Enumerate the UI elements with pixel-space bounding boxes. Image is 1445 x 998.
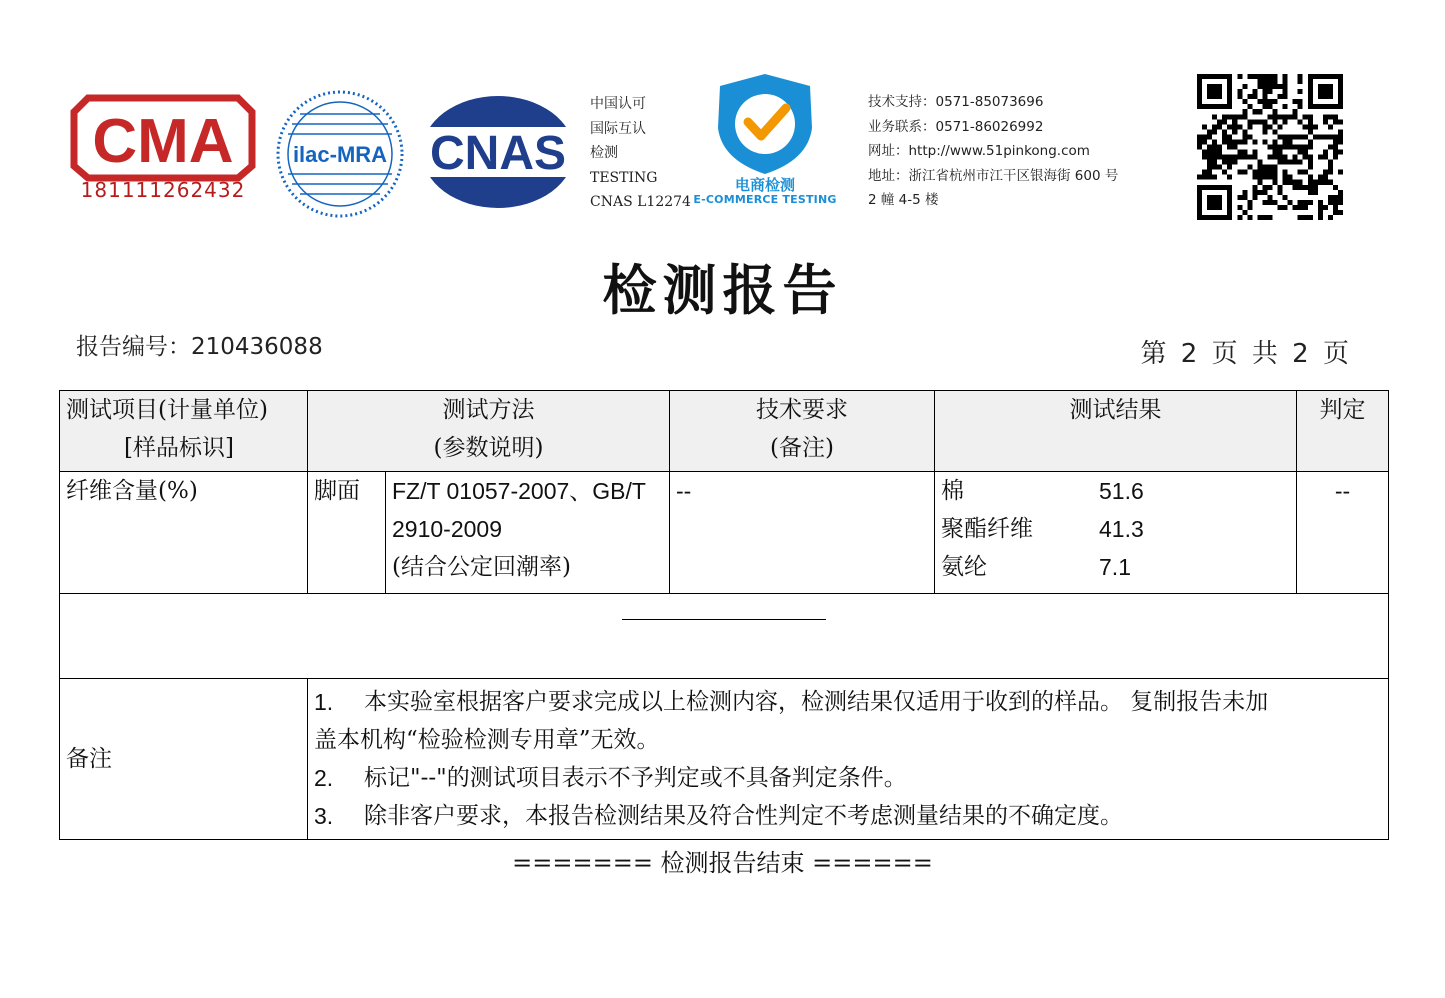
cnas-line: 国际互认: [590, 120, 646, 137]
report-number: 报告编号：210436088: [76, 334, 323, 360]
cnas-line: 检测: [590, 145, 618, 161]
result-entry: [941, 510, 1290, 548]
cnas-logo: [420, 93, 576, 211]
contact-info: [868, 90, 1118, 213]
page-current: 2: [1180, 339, 1198, 369]
note-text: 除非客户要求，本报告检测结果及符合性判定不考虑测量结果的不确定度。: [364, 803, 1123, 829]
header-test-item: [60, 391, 308, 472]
result-fiber-value: 51.6: [1099, 478, 1144, 504]
result-fiber-value: 41.3: [1099, 516, 1144, 542]
table-row: [60, 472, 1389, 594]
header-requirement-l2: (备注): [770, 435, 834, 461]
method-line-1: FZ/T 01057-2007、GB/T: [392, 478, 646, 504]
header-test-item-l1: 测试项目(计量单位): [66, 397, 268, 423]
page-title: 检测报告: [602, 258, 843, 322]
qr-modules: [1197, 74, 1343, 220]
ilac-mra-logo: [276, 90, 404, 218]
page-mid2: 共: [1251, 339, 1278, 369]
notes-cell: [308, 679, 1389, 840]
ecommerce-en-label: E-COMMERCE TESTING: [693, 193, 837, 206]
cnas-line: TESTING: [590, 169, 658, 186]
cnas-logo-text: CNAS: [429, 127, 567, 180]
page-indicator: [1141, 333, 1349, 370]
method-line-2: 2910-2009: [392, 516, 502, 542]
separator-cell: [60, 594, 1389, 679]
cma-logo: [66, 92, 260, 210]
header-requirement: [670, 391, 935, 472]
header-test-method-l1: 测试方法: [442, 397, 535, 423]
cell-requirement: [670, 472, 935, 594]
note-number: 1.: [314, 689, 334, 715]
result-entry: [941, 472, 1290, 510]
qr-code-icon: [1197, 73, 1343, 221]
cnas-emblem-icon: [420, 93, 576, 211]
separator-line: [622, 619, 826, 620]
result-fiber-name: 聚酯纤维: [941, 516, 1034, 542]
header-judgement: 判定: [1297, 391, 1389, 472]
page-mid1: 页: [1211, 339, 1238, 369]
header-requirement-l1: 技术要求: [756, 397, 849, 423]
shield-check-icon: [690, 70, 840, 180]
result-entry: [941, 548, 1290, 586]
note-text: 标记"--"的测试项目表示不予判定或不具备判定条件。: [364, 765, 907, 791]
cma-logo-text: CMA: [92, 107, 234, 176]
note-item: [314, 721, 1382, 759]
notes-label: 备注: [60, 679, 308, 840]
cma-emblem-icon: [66, 92, 260, 182]
notes-row: [60, 679, 1389, 840]
page-prefix: 第: [1140, 339, 1167, 369]
cell-method: [386, 472, 670, 594]
result-fiber-name: 棉: [941, 478, 965, 504]
contact-support-line: 技术支持：0571-85073696: [868, 94, 1044, 110]
ilac-logo-text: ilac-MRA: [292, 142, 388, 167]
contact-website-line: 网址：http://www.51pinkong.com: [868, 143, 1090, 159]
ecommerce-cn-label: 电商检测: [734, 176, 795, 194]
header-test-method: [308, 391, 670, 472]
cell-test-item: [60, 472, 308, 594]
note-text: 盖本机构“检验检测专用章”无效。: [314, 727, 660, 753]
method-line-3: (结合公定回潮率): [392, 554, 571, 580]
separator-row: [60, 594, 1389, 679]
header-test-method-l2: (参数说明): [433, 435, 544, 461]
test-item-text: 纤维含量(%): [66, 478, 198, 504]
requirement-text: --: [676, 478, 692, 504]
cnas-accreditation-text: [590, 92, 691, 215]
note-item: [314, 759, 1382, 797]
contact-address-line-2: 2 幢 4-5 楼: [868, 192, 939, 208]
note-item: [314, 683, 1382, 721]
note-text: 本实验室根据客户要求完成以上检测内容，检测结果仅适用于收到的样品。 复制报告未加: [364, 689, 1269, 715]
qr-code: [1197, 73, 1343, 221]
cell-part: [308, 472, 386, 594]
cell-judgement: [1297, 472, 1389, 594]
header-test-item-l2: [样品标识]: [124, 435, 234, 461]
cnas-line: 中国认可: [590, 96, 646, 112]
cnas-line: CNAS L12274: [590, 194, 691, 210]
contact-business-line: 业务联系：0571-86026992: [868, 118, 1044, 135]
cell-result: [935, 472, 1297, 594]
result-fiber-name: 氨纶: [941, 554, 988, 580]
page-total: 2: [1292, 339, 1309, 369]
note-item: [314, 797, 1382, 835]
judgement-text: --: [1334, 478, 1351, 504]
header-result: 测试结果: [935, 391, 1297, 472]
contact-address-line: 地址：浙江省杭州市江干区银海街 600 号: [868, 167, 1119, 184]
cma-phone: 181111262432: [80, 178, 246, 202]
ilac-globe-icon: [276, 90, 404, 218]
note-number: 2.: [314, 765, 334, 791]
page-suffix: 页: [1322, 339, 1349, 369]
part-text: 脚面: [314, 478, 360, 504]
report-end-marker: ======= 检测报告结束 ======: [512, 849, 933, 877]
test-results-table: [59, 390, 1389, 840]
table-header-row: [60, 391, 1389, 472]
note-number: 3.: [314, 803, 334, 829]
result-fiber-value: 7.1: [1099, 554, 1131, 580]
